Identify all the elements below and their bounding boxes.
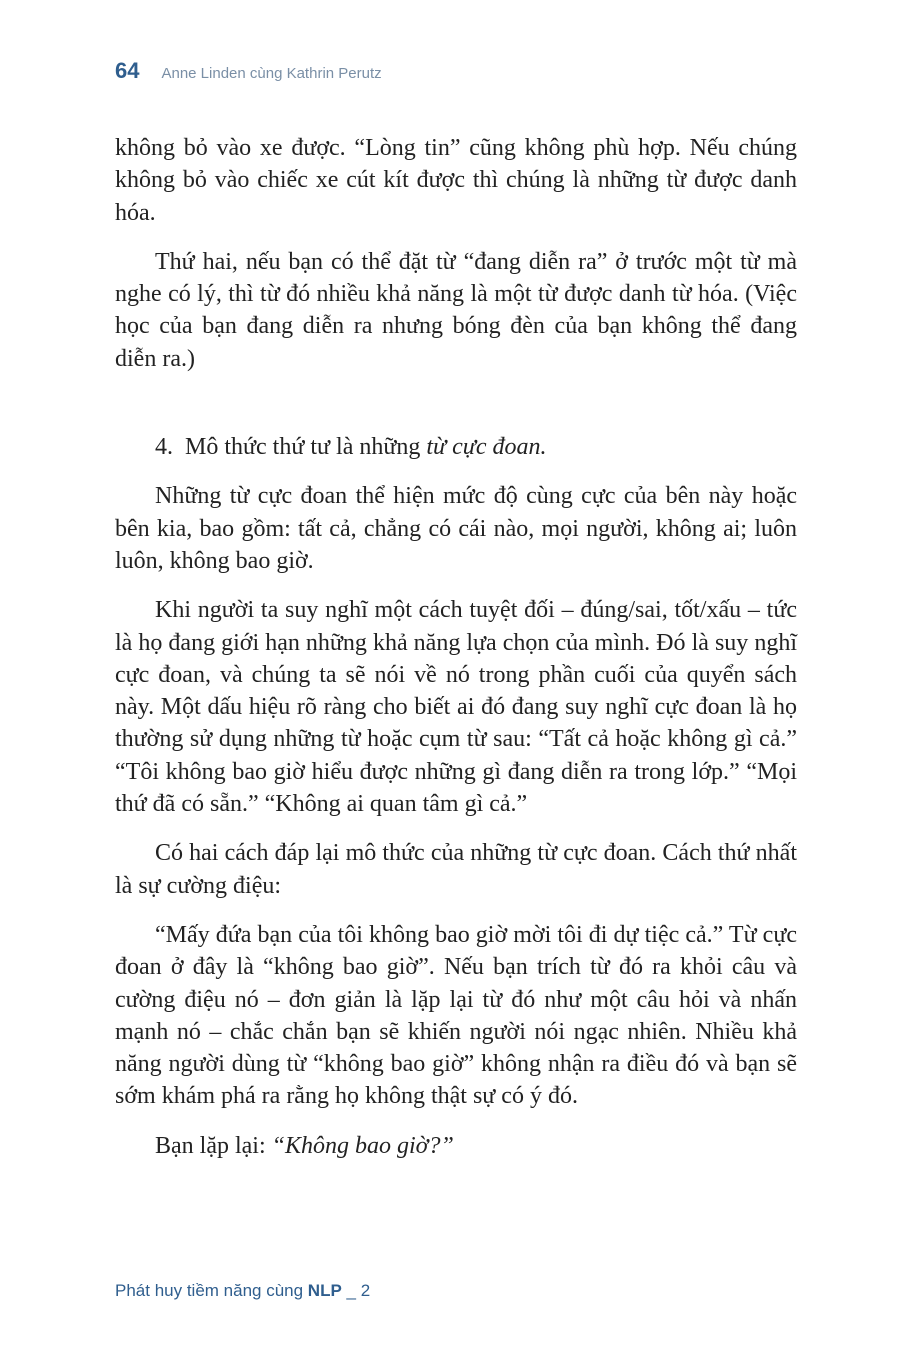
paragraph: Những từ cực đoan thể hiện mức độ cùng cực của bên này hoặc bên kia, bao gồm: tất cả, chẳng có cái nào, mọi người, không ai; luôn luôn, không bao giờ. — [115, 483, 797, 574]
page-number: 64 — [115, 58, 140, 83]
running-head: Anne Linden cùng Kathrin Perutz — [161, 65, 382, 82]
paragraph-lead: Bạn lặp lại: — [155, 1132, 272, 1159]
paragraph — [115, 1130, 797, 1162]
page-header — [115, 58, 382, 84]
list-item-number: 4. — [155, 434, 173, 461]
paragraph: Thứ hai, nếu bạn có thể đặt từ “đang diễn ra” ở trước một từ mà nghe có lý, thì từ đó nhiều khả năng là một từ được danh từ hóa. (Việc học của bạn đang diễn ra nhưng bóng đèn của bạn không thể đang diễn ra.) — [115, 248, 797, 372]
paragraph: “Mấy đứa bạn của tôi không bao giờ mời tôi đi dự tiệc cả.” Từ cực đoan ở đây là “không bao giờ”. Nếu bạn trích từ đó ra khỏi câu và cường điệu nó – đơn giản là lặp lại từ đó như một câu hỏi và nhấn mạnh nó – chắc chắn bạn sẽ khiến người nói ngạc nhiên. Nhiều khả năng người dùng từ “không bao giờ” không nhận ra điều đó và bạn sẽ sớm khám phá ra rằng họ không thật sự có ý đó. — [115, 921, 797, 1110]
page-body — [115, 132, 797, 1179]
footer-series-text: Phát huy tiềm năng cùng — [115, 1281, 308, 1300]
paragraph-emphasis: “Không bao giờ?” — [271, 1132, 454, 1159]
list-item-emphasis: từ cực đoan. — [426, 434, 547, 461]
page-footer — [115, 1281, 370, 1301]
list-item — [115, 431, 797, 463]
list-item-text: Mô thức thứ tư là những — [185, 434, 427, 461]
paragraph-continuation: không bỏ vào xe được. “Lòng tin” cũng không phù hợp. Nếu chúng không bỏ vào chiếc xe cút kít được thì chúng là những từ được danh hóa. — [115, 135, 797, 226]
paragraph: Khi người ta suy nghĩ một cách tuyệt đối – đúng/sai, tốt/xấu – tức là họ đang giới hạn những khả năng lựa chọn của mình. Đó là suy nghĩ cực đoan, và chúng ta sẽ nói về nó trong phần cuối của quyển sách này. Một dấu hiệu rõ ràng cho biết ai đó đang suy nghĩ cực đoan là họ thường sử dụng những từ hoặc cụm từ sau: “Tất cả hoặc không gì cả.” “Tôi không bao giờ hiểu được những gì đang diễn ra trong lớp.” “Mọi thứ đã có sẵn.” “Không ai quan tâm gì cả.” — [115, 597, 797, 818]
footer-brand: NLP — [307, 1281, 342, 1300]
paragraph: Có hai cách đáp lại mô thức của những từ cực đoan. Cách thứ nhất là sự cường điệu: — [115, 840, 797, 899]
footer-volume: _ 2 — [341, 1281, 371, 1300]
